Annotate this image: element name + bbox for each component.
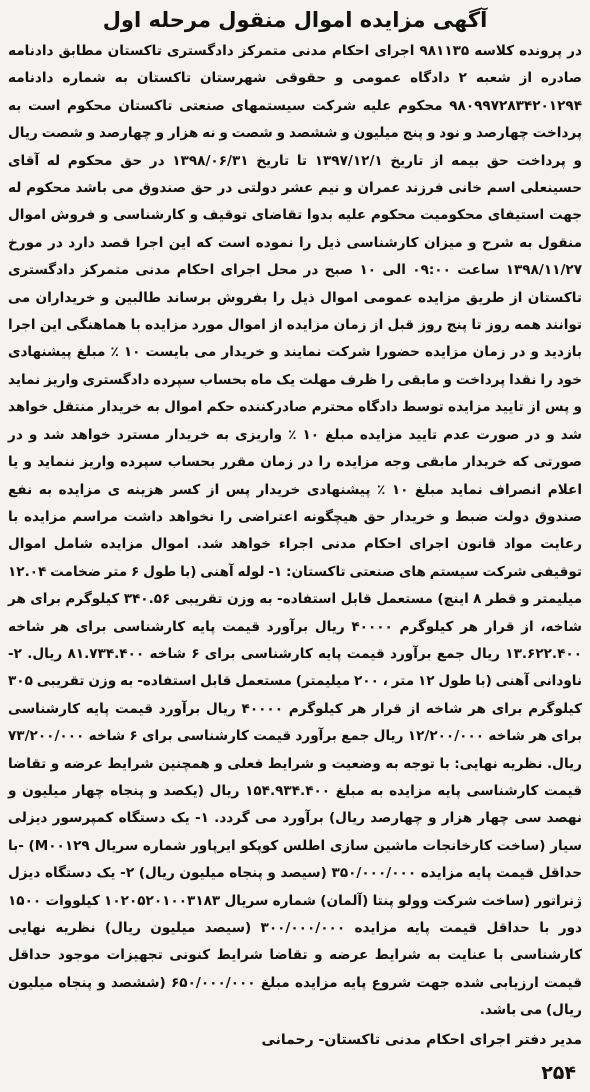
notice-signature: مدیر دفتر اجرای احکام مدنی تاکستان- رحمانی bbox=[261, 1031, 582, 1048]
notice-title: آگهی مزایده اموال منقول مرحله اول bbox=[102, 8, 488, 32]
notice-body: در پرونده کلاسه ۹۸۱۱۳۵ اجرای احکام مدنی متمرکز دادگستری تاکستان مطابق دادنامه صادره از شعبه ۲ دادگاه عمومی و حقوقی شهرستان تاکستان به شماره دادنامه ۹۸۰۹۹۷۲۸۳۴۲۰۱۲۹۴ محکوم علیه شرکت سیستمهای صنعتی تاکستان محکوم است به پرداخت چهارصد و نود و پنج میلیون و ششصد و شصت و نه هزار و چهارصد و شصت ریال و پرداخت حق بیمه از تاریخ ۱۳۹۷/۱۲/۱ تا تاریخ ۱۳۹۸/۰۶/۳۱ در حق محکوم له آقای حسینعلی اسم خانی فرزند عمران و نیم عشر دولتی در حق صندوق می باشد محکوم له جهت استیفای محکومیت محکوم علیه بدوا تقاضای توقیف و کارشناسی و فروش اموال منقول به شرح و میزان کارشناسی ذیل را نموده است که این اجرا قصد دارد در مورخ ۱۳۹۸/۱۱/۲۷ ساعت ۰۹:۰۰ الی ۱۰ صبح در محل اجرای احکام مدنی متمرکز دادگستری تاکستان از طریق مزایده عمومی اموال ذیل را بفروش برساند طالبین و خریداران می توانند همه روز تا پنج روز قبل از زمان مزایده از اموال مورد مزایده با هماهنگی این اجرا بازدید و در زمان مزایده حضورا شرکت نمایند و خریدار می بایست ۱۰ ٪ مبلغ پیشنهادی خود را نقدا پرداخت و مابقی را ظرف مهلت یک ماه بحساب سپرده دادگستری واریز نماید و پس از تایید مزایده توسط دادگاه محترم صادرکننده حکم اموال به خریدار منتقل خواهد شد و در صورت عدم تایید مزایده مبلغ ۱۰ ٪ واریزی به خریدار مسترد خواهد شد و در صورتی که خریدار مابقی وجه مزایده را در زمان مقرر بحساب سپرده واریز ننماید و یا اعلام انصراف نماید مبلغ ۱۰ ٪ پیشنهادی خریدار پس از کسر هزینه ی مزایده به نفع صندوق دولت ضبط و خریدار حق هیچگونه اعتراضی را نخواهد داشت مراسم مزایده با رعایت مواد قانون اجرای احکام مدنی اجراء خواهد شد. اموال مزایده شامل اموال توقیفی شرکت سیستم های صنعتی تاکستان: ۱- لوله آهنی (با طول ۶ متر ضخامت ۱۲.۰۴ میلیمتر و قطر ۸ اینچ) مستعمل قابل استفاده- به وزن تقریبی ۳۴۰.۵۶ کیلوگرم برای هر شاخه، از قرار هر کیلوگرم ۴۰۰۰۰ ریال برآورد قیمت پایه کارشناسی برای هر شاخه ۱۳.۶۲۲.۴۰۰ ریال جمع برآورد قیمت پایه کارشناسی برای ۶ شاخه ۸۱.۷۳۴.۴۰۰ ریال. ۲- ناودانی آهنی (با طول ۱۲ متر ، ۲۰۰ میلیمتر) مستعمل قابل استفاده- به وزن تقریبی ۳۰۵ کیلوگرم برای هر شاخه از قرار هر کیلوگرم ۴۰۰۰۰ ریال برآورد قیمت پایه کارشناسی برای هر شاخه ۱۲/۲۰۰/۰۰۰ ریال جمع برآورد قیمت کارشناسی برای ۶ شاخه ۷۳/۲۰۰/۰۰۰ ریال. نظریه نهایی: با توجه به وضعیت و شرایط فعلی و همچنین شرایط عرضه و تقاضا قیمت کارشناسی پایه مزایده به مبلغ ۱۵۴.۹۳۴.۴۰۰ ریال (یکصد و پنجاه چهار میلیون و نهصد سی چهار هزار و چهارصد ریال) برآورد می گردد. ۱- یک دستگاه کمپرسور دیزلی سیار (ساخت کارخانجات ماشین سازی اطلس کوپکو ایرپاور شماره سریال M۰۰۱۲۹) -با حداقل قیمت پایه مزایده ۳۵۰/۰۰۰/۰۰۰ (سیصد و پنجاه میلیون ریال) ۲- یک دستگاه دیزل ژنراتور (ساخت شرکت وولو پنتا (آلمان) شماره سریال ۱۰۲۰۵۲۰۱۰۰۳۱۸۳ کیلووات ۱۵۰۰ دور با حداقل قیمت پایه مزایده ۳۰۰/۰۰۰/۰۰۰ (سیصد میلیون ریال) نظریه نهایی کارشناسی با عنایت به شرایط عرضه و تقاضا شرایط کنونی تجهیزات موجود حداقل قیمت ارزیابی شده جهت شروع پایه مزایده مبلغ ۶۵۰/۰۰۰/۰۰۰ (ششصد و پنجاه میلیون ریال) می باشد. bbox=[8, 43, 583, 1019]
page-number: ۲۵۴ bbox=[541, 1062, 576, 1084]
